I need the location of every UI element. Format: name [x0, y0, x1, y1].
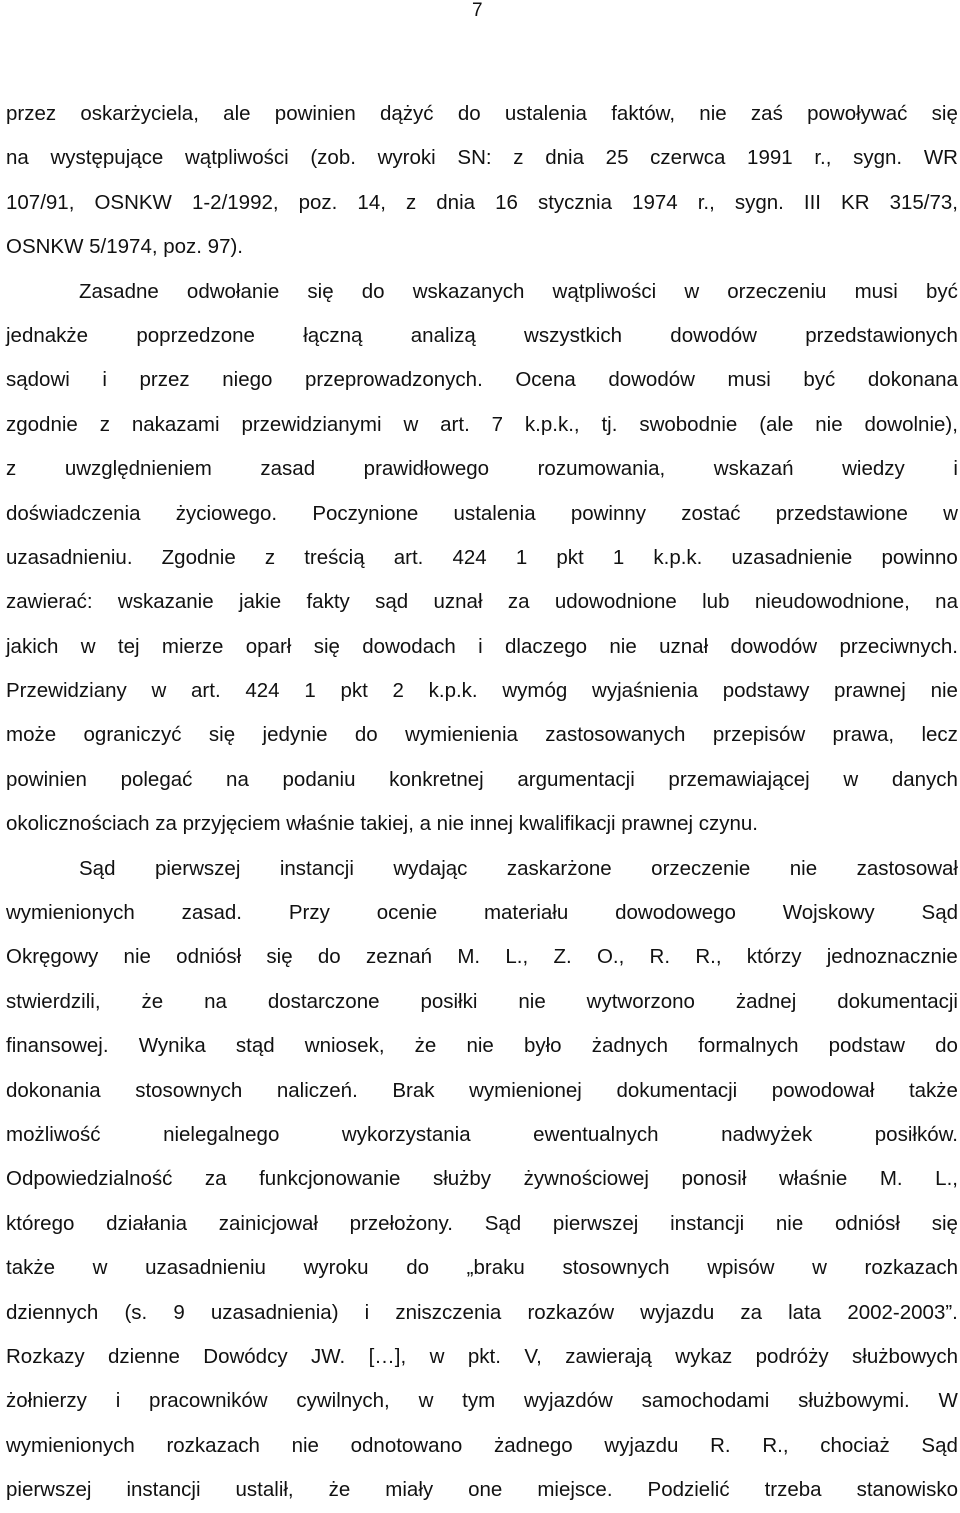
text-line: wymienionych rozkazach nie odnotowano żadnego wyjazdu R. R., chociaż Sąd	[6, 1433, 958, 1457]
text-line: którego działania zainicjował przełożony. Sąd pierwszej instancji nie odniósł się	[6, 1211, 958, 1235]
text-line: zawierać: wskazanie jakie fakty sąd uznał za udowodnione lub nieudowodnione, na	[6, 590, 958, 614]
text-line: Odpowiedzialność za funkcjonowanie służby żywnościowej ponosił właśnie M. L.,	[6, 1167, 958, 1191]
text-line: finansowej. Wynika stąd wniosek, że nie było żadnych formalnych podstaw do	[6, 1034, 958, 1058]
text-line: także w uzasadnieniu wyroku do „braku stosownych wpisów w rozkazach	[6, 1256, 958, 1280]
text-line: OSNKW 5/1974, poz. 97).	[6, 235, 244, 259]
text-line: na występujące wątpliwości (zob. wyroki SN: z dnia 25 czerwca 1991 r., sygn. WR	[6, 146, 958, 170]
text-line: dziennych (s. 9 uzasadnienia) i zniszczenia rozkazów wyjazdu za lata 2002-2003”.	[6, 1300, 958, 1324]
text-line: wymienionych zasad. Przy ocenie materiału dowodowego Wojskowy Sąd	[6, 901, 958, 925]
text-line: żołnierzy i pracowników cywilnych, w tym wyjazdów samochodami służbowymi. W	[6, 1389, 958, 1413]
text-line: Przewidziany w art. 424 1 pkt 2 k.p.k. wymóg wyjaśnienia podstawy prawnej nie	[6, 679, 958, 703]
text-line: pierwszej instancji ustalił, że miały one miejsce. Podzielić trzeba stanowisko	[6, 1478, 958, 1502]
text-line: zgodnie z nakazami przewidzianymi w art. 7 k.p.k., tj. swobodnie (ale nie dowolnie),	[6, 412, 958, 436]
text-line: doświadczenia życiowego. Poczynione ustalenia powinny zostać przedstawione w	[6, 501, 958, 525]
text-line: z uwzględnieniem zasad prawidłowego rozumowania, wskazań wiedzy i	[6, 457, 958, 481]
text-line: Okręgowy nie odniósł się do zeznań M. L., Z. O., R. R., którzy jednoznacznie	[6, 945, 958, 969]
text-line: jednakże poprzedzone łączną analizą wszystkich dowodów przedstawionych	[6, 323, 958, 347]
text-line: może ograniczyć się jedynie do wymienienia zastosowanych przepisów prawa, lecz	[6, 723, 958, 747]
text-line: 107/91, OSNKW 1-2/1992, poz. 14, z dnia 16 stycznia 1974 r., sygn. III KR 315/73,	[6, 190, 958, 214]
document-body	[6, 92, 958, 1513]
text-line: okolicznościach za przyjęciem właśnie takiej, a nie innej kwalifikacji prawnej czynu.	[6, 812, 758, 836]
text-line: Sąd pierwszej instancji wydając zaskarżone orzeczenie nie zastosował	[79, 856, 958, 880]
text-line: przez oskarżyciela, ale powinien dążyć do ustalenia faktów, nie zaś powoływać się	[6, 102, 958, 125]
text-line: jakich w tej mierze oparł się dowodach i dlaczego nie uznał dowodów przeciwnych.	[6, 634, 958, 658]
page-number: 7	[472, 0, 483, 21]
text-line: Rozkazy dzienne Dowódcy JW. […], w pkt. V, zawierają wykaz podróży służbowych	[6, 1344, 958, 1368]
text-line: dokonania stosownych naliczeń. Brak wymienionej dokumentacji powodował także	[6, 1078, 958, 1102]
text-line: stwierdzili, że na dostarczone posiłki nie wytworzono żadnej dokumentacji	[6, 989, 958, 1013]
text-line: uzasadnieniu. Zgodnie z treścią art. 424 1 pkt 1 k.p.k. uzasadnienie powinno	[6, 545, 958, 569]
text-line: możliwość nielegalnego wykorzystania ewentualnych nadwyżek posiłków.	[6, 1122, 958, 1146]
text-line: sądowi i przez niego przeprowadzonych. Ocena dowodów musi być dokonana	[6, 368, 958, 392]
text-line: powinien polegać na podaniu konkretnej argumentacji przemawiającej w danych	[6, 767, 958, 791]
text-line: Zasadne odwołanie się do wskazanych wątpliwości w orzeczeniu musi być	[79, 279, 958, 303]
